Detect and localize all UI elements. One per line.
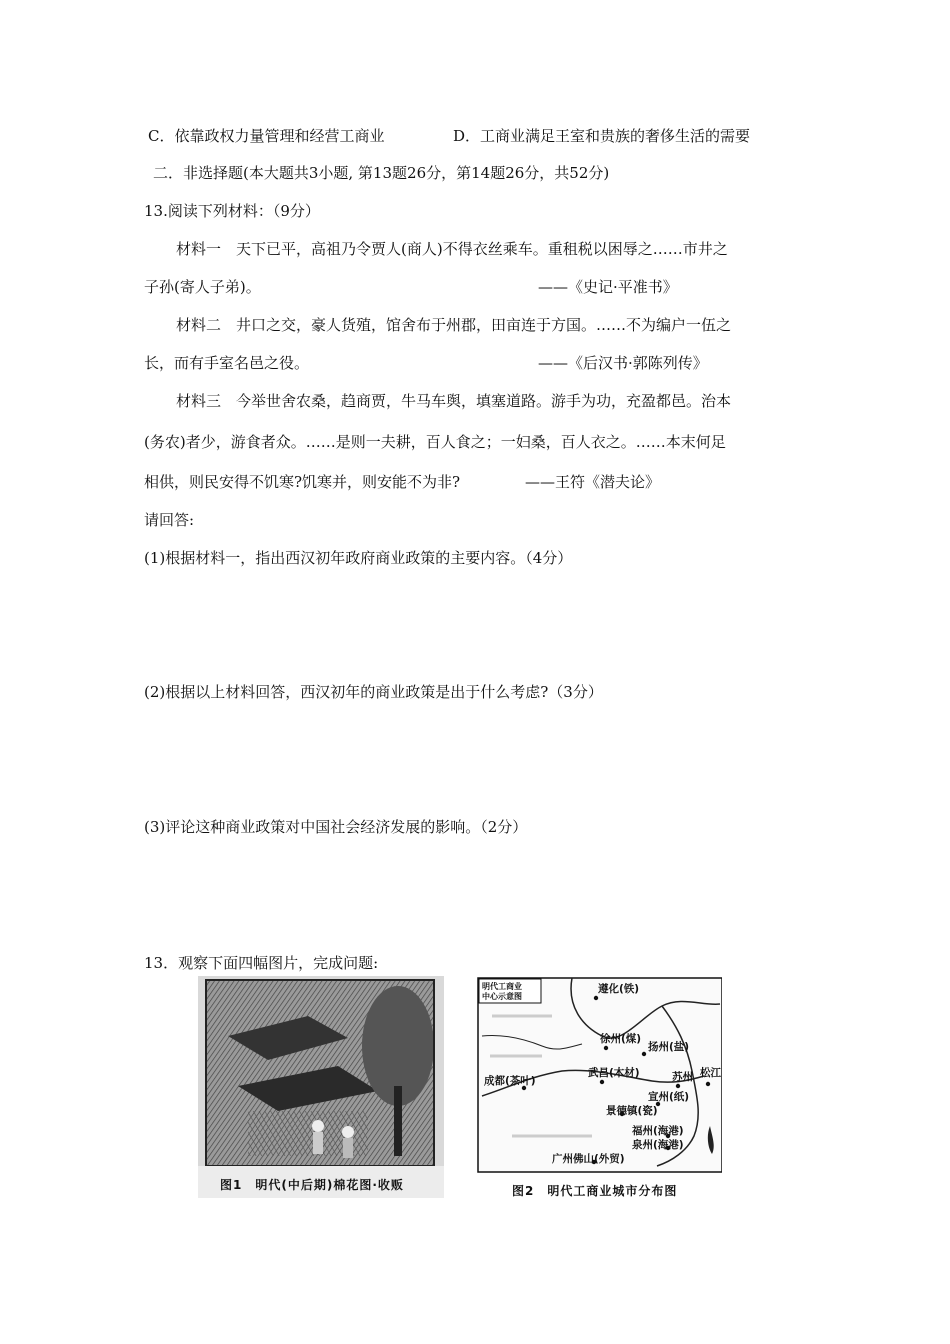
sub-question-2: (2)根据以上材料回答，西汉初年的商业政策是出于什么考虑?（3分）	[144, 683, 603, 701]
option-d: D．工商业满足王室和贵族的奢侈生活的需要	[453, 127, 751, 145]
material-2-source: ——《后汉书·郭陈列传》	[538, 354, 708, 372]
city-label-yangzhou: 扬州(盐)	[648, 1041, 690, 1053]
material-3-line-3: 相供，则民安得不饥寒?饥寒并，则安能不为非?	[144, 473, 461, 491]
sub-question-1: (1)根据材料一，指出西汉初年政府商业政策的主要内容。（4分）	[144, 549, 573, 567]
city-label-chengdu: 成都(茶叶)	[484, 1075, 536, 1087]
material-3-source: ——王符《潜夫论》	[525, 473, 661, 491]
map-legend-line-2: 中心示意图	[482, 992, 522, 1001]
material-1-line-2: 子孙(寄人子弟)。	[144, 278, 261, 296]
material-1-line-1: 材料一 天下已平，高祖乃令贾人(商人)不得衣丝乘车。重租税以困辱之……市井之	[176, 240, 728, 258]
figure-2-caption: 图2 明代工商业城市分布图	[512, 1184, 678, 1198]
city-label-xuanzhou: 宣州(纸)	[648, 1091, 690, 1103]
answer-prompt: 请回答:	[144, 511, 195, 529]
city-label-guangzhou: 广州佛山(外贸)	[552, 1153, 625, 1165]
material-3-line-1: 材料三 今举世舍农桑，趋商贾，牛马车舆，填塞道路。游手为功，充盈都邑。治本	[176, 392, 732, 410]
city-label-zunhua: 遵化(铁)	[598, 983, 640, 995]
material-2-line-2: 长，而有手室名邑之役。	[144, 354, 310, 372]
city-label-wuchang: 武昌(木材)	[588, 1067, 640, 1079]
section-title: 二．非选择题(本大题共3小题, 第13题26分，第14题26分，共52分)	[153, 164, 610, 182]
q13-heading: 13.阅读下列材料：（9分）	[144, 202, 320, 220]
option-c: C．依靠政权力量管理和经营工商业	[148, 127, 385, 145]
figure-1-caption: 图1 明代(中后期)棉花图·收贩	[220, 1178, 404, 1192]
material-1-source: ——《史记·平准书》	[538, 278, 678, 296]
material-2-line-1: 材料二 井口之交，豪人货殖，馆舍布于州郡，田亩连于方国。……不为编户一伍之	[176, 316, 732, 334]
city-label-quanzhou: 泉州(海港)	[632, 1139, 684, 1151]
figure-1	[198, 976, 444, 1198]
q13b-heading: 13．观察下面四幅图片，完成问题:	[144, 954, 379, 972]
city-label-xuzhou: 徐州(煤)	[600, 1033, 642, 1045]
city-label-fuzhou: 福州(海港)	[632, 1125, 684, 1137]
city-label-songjiang: 松江	[700, 1067, 721, 1079]
cotton-trade-woodcut-image	[198, 976, 444, 1198]
material-3-line-2: (务农)者少，游食者众。……是则一夫耕，百人食之；一妇桑，百人衣之。……本末何足	[144, 433, 726, 451]
sub-question-3: (3)评论这种商业政策对中国社会经济发展的影响。（2分）	[144, 818, 528, 836]
city-label-suzhou: 苏州	[672, 1071, 693, 1083]
ming-cities-map	[472, 976, 722, 1176]
city-label-jingdezhen: 景德镇(瓷)	[606, 1105, 658, 1117]
map-legend-line-1: 明代工商业	[482, 982, 522, 991]
figure-2	[472, 976, 722, 1204]
